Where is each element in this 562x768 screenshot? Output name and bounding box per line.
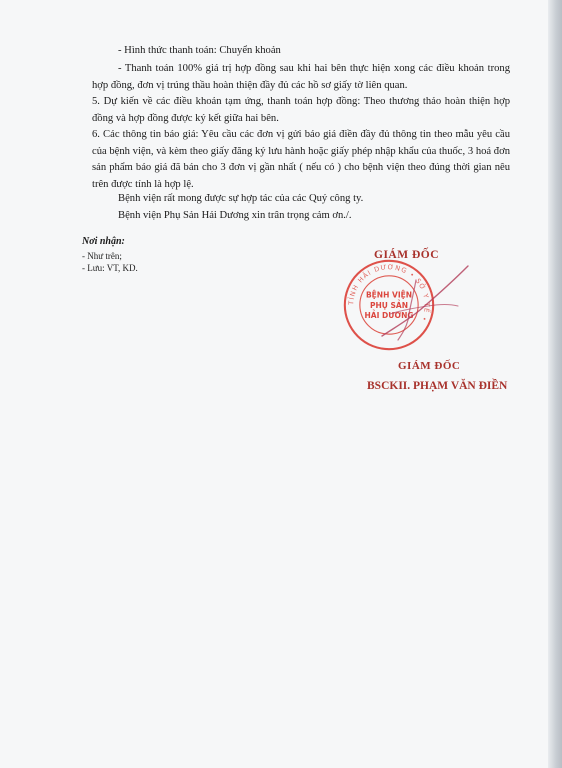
recipient-item: - Lưu: VT, KD.: [82, 263, 138, 273]
closing-line-1: Bệnh viện rất mong được sự hợp tác của các Quý công ty.: [118, 193, 364, 204]
recipient-item: - Như trên;: [82, 251, 122, 261]
payment-form-line: - Hình thức thanh toán: Chuyển khoản: [118, 45, 281, 56]
handwritten-signature: [350, 262, 480, 352]
stamp-ring-text: TỈNH HẢI DƯƠNG • SỞ Y TẾ •: [347, 263, 431, 324]
item-6-paragraph: 6. Các thông tin báo giá: Yêu cầu các đơn vị gửi báo giá điền đầy đủ thông tin theo mẫu yêu cầu của bệnh viện, và kèm theo giấy đăng ký lưu hành hoặc giấy phép nhập khẩu của thuốc, 3 hoá đơn sản phẩm báo giá đã bán cho 3 đơn vị gần nhất ( nếu có ) cho bệnh viện theo đúng thời gian nêu trên được tính là hợp lệ.: [92, 129, 510, 190]
signer-name: BSCKII. PHẠM VĂN ĐIỀN: [367, 380, 508, 392]
director-title-top: GIÁM ĐỐC: [374, 249, 440, 261]
closing-line-2: Bệnh viện Phụ Sản Hải Dương xin trân trọng cảm ơn./.: [118, 210, 352, 221]
stamp-center-line: HẢI DƯƠNG: [364, 311, 414, 321]
payment-terms-paragraph: - Thanh toán 100% giá trị hợp đồng sau khi hai bên thực hiện xong các điều khoản trong hợp đồng, đơn vị trúng thầu hoàn thiện đầy đủ các hồ sơ giấy tờ liên quan.: [92, 63, 510, 91]
stamp-center-line: PHỤ SẢN: [369, 300, 409, 310]
item-5-paragraph: 5. Dự kiến về các điều khoản tạm ứng, thanh toán hợp đồng: Theo thương thảo hoàn thiện hợp đồng và hợp đồng được ký kết giữa hai bên.: [92, 96, 510, 124]
recipients-title: Nơi nhận:: [82, 236, 125, 247]
director-title-bottom: GIÁM ĐỐC: [398, 360, 461, 372]
stamp-center-line: BỆNH VIỆN: [365, 290, 413, 300]
